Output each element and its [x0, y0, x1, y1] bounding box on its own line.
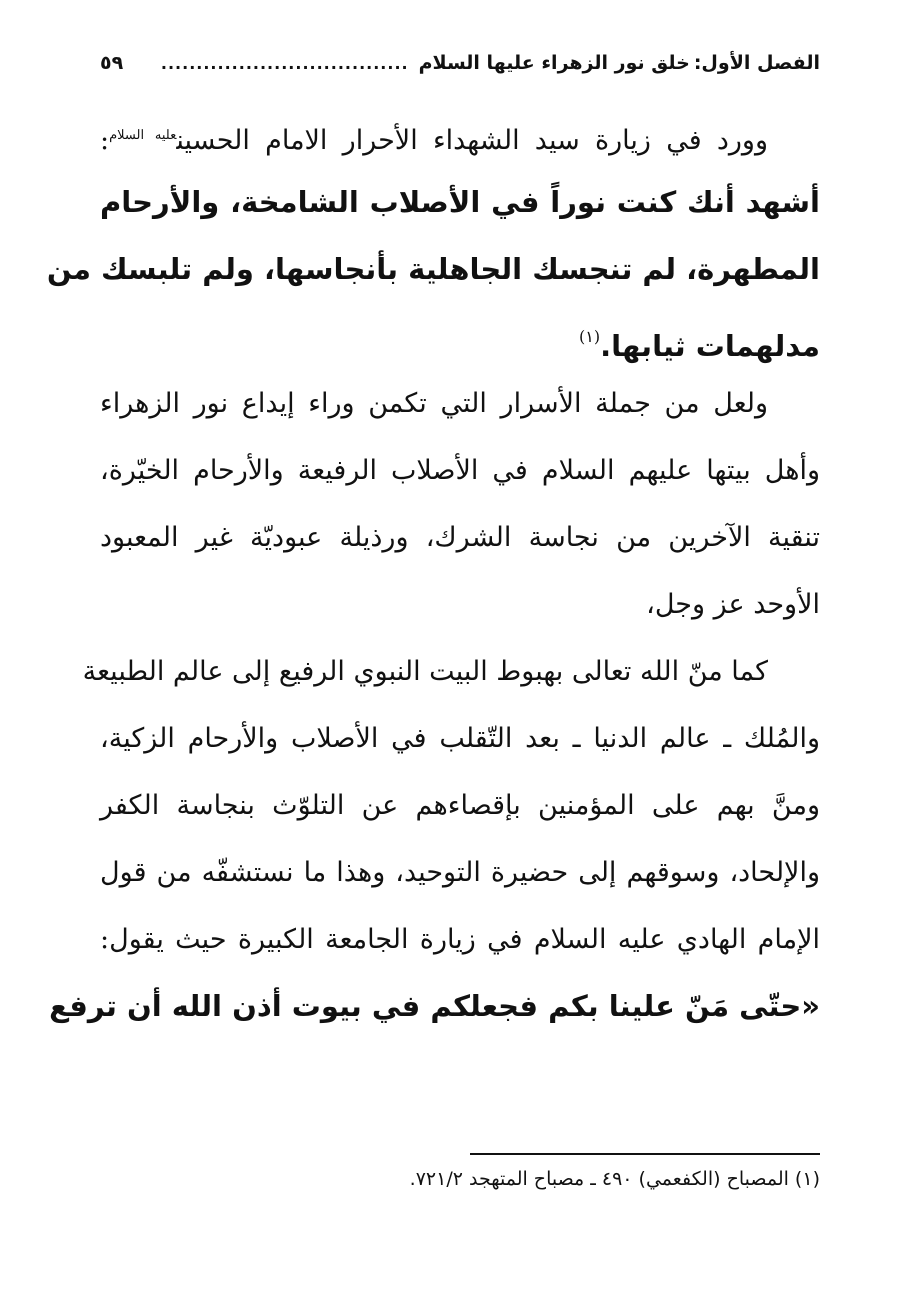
text-line: وورد في زيارة سيد الشهداء الأحرار الامام الحسين$^{عليه السلام}$:	[100, 125, 768, 156]
text-line: ومنَّ بهم على المؤمنين بإقصاءهم عن التلوّث بنجاسة الكفر	[100, 790, 820, 821]
quote-line: مدلهمات ثيابها.$^{(١)}$	[579, 327, 820, 363]
book-page	[46, 38, 820, 1268]
text-line: والمُلك ـ عالم الدنيا ـ بعد التّقلب في الأصلاب والأرحام الزكية،	[100, 723, 820, 754]
text-line: وأهل بيتها عليهم السلام في الأصلاب الرفيعة والأرحام الخيّرة،	[100, 455, 820, 486]
quote-line: المطهرة، لم تنجسك الجاهلية بأنجاسها، ولم تلبسك من	[46, 252, 820, 286]
leader-dots: ...................................	[160, 53, 409, 73]
text-line: والإلحاد، وسوقهم إلى حضيرة التوحيد، وهذا ما نستشفّه من قول	[100, 857, 820, 888]
quote-line: «حتّى مَنّ علينا بكم فجعلكم في بيوت أذن الله أن ترفع	[49, 989, 820, 1023]
chapter-heading	[155, 52, 820, 74]
text-line: تنقية الآخرين من نجاسة الشرك، ورذيلة عبوديّة غير المعبود	[100, 522, 820, 553]
text-line: الإمام الهادي عليه السلام في زيارة الجامعة الكبيرة حيث يقول:	[100, 924, 820, 955]
text-line: الأوحد عز وجل،	[646, 589, 820, 620]
footnote: (١) المصباح (الكفعمي) ٤٩٠ ـ مصباح المتهجد ٧٢١/٢.	[409, 1168, 820, 1190]
page-number: ٥٩	[100, 52, 124, 74]
honorific-ligature: عليه السلام	[109, 128, 177, 143]
chapter-title: خلق نور الزهراء عليها السلام	[418, 52, 690, 74]
running-header	[100, 38, 820, 88]
chapter-label: الفصل الأول:	[693, 52, 820, 74]
text-line: ولعل من جملة الأسرار التي تكمن وراء إيداع نور الزهراء	[100, 388, 768, 419]
quote-line: أشهد أنك كنت نوراً في الأصلاب الشامخة، والأرحام	[100, 185, 820, 219]
text-line: كما منّ الله تعالى بهبوط البيت النبوي الرفيع إلى عالم الطبيعة	[82, 656, 768, 687]
footnote-marker: (١)	[579, 327, 601, 346]
footnote-rule	[470, 1153, 820, 1155]
body-text	[46, 102, 820, 1040]
